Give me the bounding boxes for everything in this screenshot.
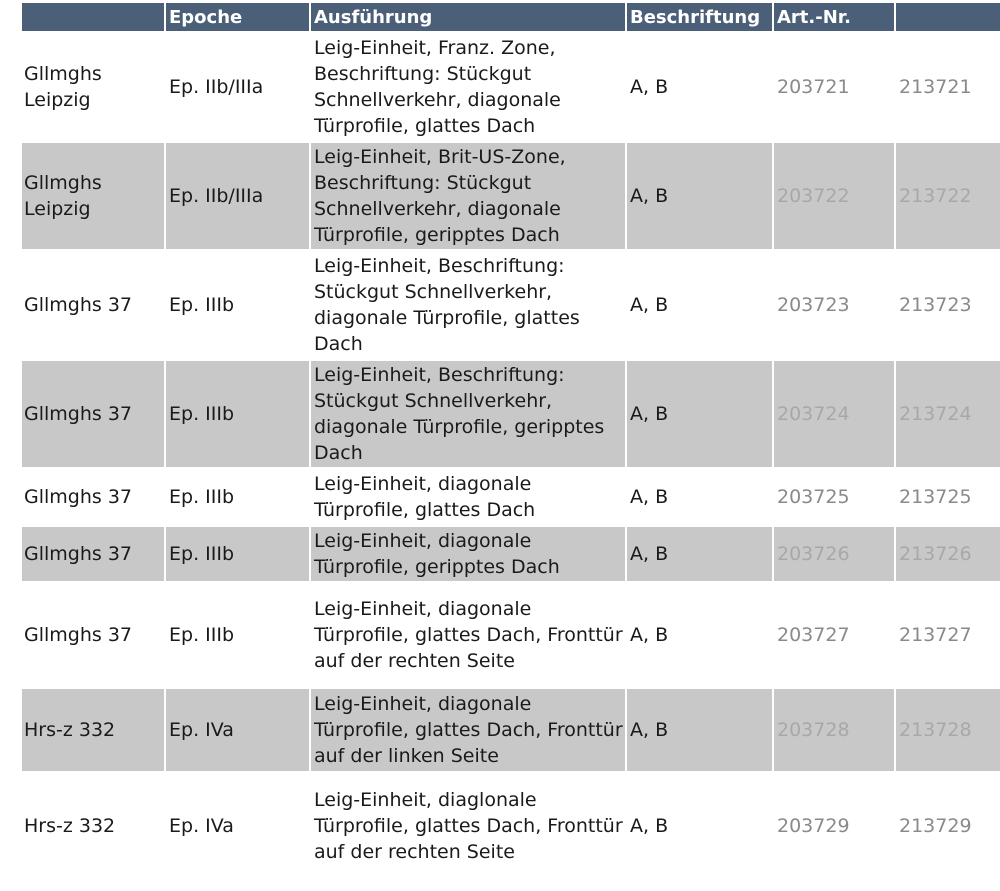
cell-art-nr: 203721 (773, 32, 895, 142)
cell-art-nr-2: 213728 (895, 688, 1000, 772)
header-beschriftung: Beschriftung (626, 3, 773, 32)
cell-name: Gllmghs Leipzig (22, 32, 165, 142)
cell-art-nr-2: 213727 (895, 582, 1000, 688)
cell-beschriftung: A, B (626, 772, 773, 878)
cell-epoche: Ep. IIIb (165, 582, 310, 688)
cell-name: Gllmghs Leipzig (22, 142, 165, 250)
cell-beschriftung: A, B (626, 360, 773, 468)
header-ausfuehrung: Ausführung (310, 3, 626, 32)
cell-art-nr-2: 213721 (895, 32, 1000, 142)
cell-art-nr: 203724 (773, 360, 895, 468)
cell-art-nr: 203726 (773, 526, 895, 582)
table-row (22, 468, 1000, 526)
cell-ausfuehrung: Leig-Einheit, diaglonale Türprofile, glattes Dach, Fronttür auf der rechten Seite (310, 772, 626, 878)
cell-art-nr: 203728 (773, 688, 895, 772)
cell-ausfuehrung: Leig-Einheit, diagonale Türprofile, glattes Dach, Fronttür auf der rechten Seite (310, 582, 626, 688)
cell-art-nr-2: 213722 (895, 142, 1000, 250)
cell-beschriftung: A, B (626, 688, 773, 772)
cell-art-nr-2: 213725 (895, 468, 1000, 526)
table-row (22, 250, 1000, 360)
header-name (22, 3, 165, 32)
cell-ausfuehrung: Leig-Einheit, Beschriftung: Stückgut Schnellverkehr, diagonale Türprofile, geripptes Dach (310, 360, 626, 468)
cell-epoche: Ep. IIb/IIIa (165, 32, 310, 142)
cell-art-nr: 203723 (773, 250, 895, 360)
cell-epoche: Ep. IIb/IIIa (165, 142, 310, 250)
table-row (22, 142, 1000, 250)
table-header-row (22, 3, 1000, 32)
table-row (22, 526, 1000, 582)
cell-beschriftung: A, B (626, 32, 773, 142)
cell-beschriftung: A, B (626, 142, 773, 250)
cell-epoche: Ep. IIIb (165, 360, 310, 468)
cell-art-nr-2: 213729 (895, 772, 1000, 878)
cell-ausfuehrung: Leig-Einheit, Franz. Zone, Beschriftung: Stückgut Schnellverkehr, diagonale Türprofile, glattes Dach (310, 32, 626, 142)
cell-beschriftung: A, B (626, 526, 773, 582)
cell-ausfuehrung: Leig-Einheit, Beschriftung: Stückgut Schnellverkehr, diagonale Türprofile, glattes Dach (310, 250, 626, 360)
cell-name: Gllmghs 37 (22, 360, 165, 468)
cell-ausfuehrung: Leig-Einheit, diagonale Türprofile, glattes Dach (310, 468, 626, 526)
cell-epoche: Ep. IIIb (165, 468, 310, 526)
table-row (22, 360, 1000, 468)
cell-ausfuehrung: Leig-Einheit, Brit-US-Zone, Beschriftung: Stückgut Schnellverkehr, diagonale Türprofile, geripptes Dach (310, 142, 626, 250)
cell-name: Gllmghs 37 (22, 250, 165, 360)
cell-name: Gllmghs 37 (22, 582, 165, 688)
cell-epoche: Ep. IIIb (165, 250, 310, 360)
table-row (22, 32, 1000, 142)
cell-beschriftung: A, B (626, 468, 773, 526)
cell-name: Gllmghs 37 (22, 526, 165, 582)
cell-beschriftung: A, B (626, 582, 773, 688)
cell-art-nr: 203727 (773, 582, 895, 688)
header-art-nr: Art.-Nr. (773, 3, 895, 32)
table-row (22, 688, 1000, 772)
table-row (22, 582, 1000, 688)
cell-name: Hrs-z 332 (22, 688, 165, 772)
cell-beschriftung: A, B (626, 250, 773, 360)
cell-art-nr: 203722 (773, 142, 895, 250)
cell-art-nr-2: 213723 (895, 250, 1000, 360)
cell-epoche: Ep. IVa (165, 772, 310, 878)
header-art-nr-2 (895, 3, 1000, 32)
cell-name: Gllmghs 37 (22, 468, 165, 526)
cell-art-nr: 203729 (773, 772, 895, 878)
cell-art-nr: 203725 (773, 468, 895, 526)
cell-epoche: Ep. IVa (165, 688, 310, 772)
cell-name: Hrs-z 332 (22, 772, 165, 878)
cell-epoche: Ep. IIIb (165, 526, 310, 582)
cell-art-nr-2: 213726 (895, 526, 1000, 582)
cell-ausfuehrung: Leig-Einheit, diagonale Türprofile, glattes Dach, Fronttür auf der linken Seite (310, 688, 626, 772)
cell-art-nr-2: 213724 (895, 360, 1000, 468)
table-row (22, 772, 1000, 878)
cell-ausfuehrung: Leig-Einheit, diagonale Türprofile, geripptes Dach (310, 526, 626, 582)
header-epoche: Epoche (165, 3, 310, 32)
product-table (22, 3, 1000, 878)
